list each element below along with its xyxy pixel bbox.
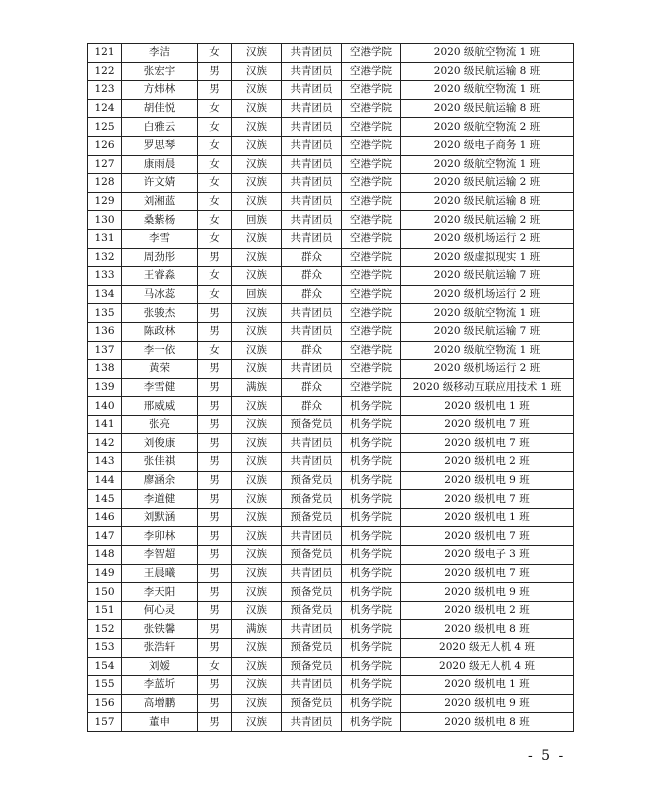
gender-cell: 男 xyxy=(198,508,232,527)
ethnicity-cell: 汉族 xyxy=(232,601,282,620)
ethnicity-cell: 汉族 xyxy=(232,546,282,565)
name-cell: 许文婧 xyxy=(122,174,198,193)
political-status-cell: 群众 xyxy=(282,341,342,360)
name-cell: 李洁 xyxy=(122,44,198,63)
ethnicity-cell: 汉族 xyxy=(232,713,282,732)
ethnicity-cell: 汉族 xyxy=(232,155,282,174)
class-cell: 2020 级无人机 4 班 xyxy=(401,639,574,658)
class-cell: 2020 级民航运输 2 班 xyxy=(401,174,574,193)
college-cell: 空港学院 xyxy=(342,174,401,193)
class-cell: 2020 级民航运输 7 班 xyxy=(401,322,574,341)
row-number-cell: 125 xyxy=(88,118,122,137)
ethnicity-cell: 汉族 xyxy=(232,564,282,583)
name-cell: 张佳祺 xyxy=(122,453,198,472)
name-cell: 白雅云 xyxy=(122,118,198,137)
class-cell: 2020 级机电 9 班 xyxy=(401,583,574,602)
political-status-cell: 共青团员 xyxy=(282,564,342,583)
class-cell: 2020 级民航运输 8 班 xyxy=(401,62,574,81)
gender-cell: 男 xyxy=(198,713,232,732)
gender-cell: 女 xyxy=(198,657,232,676)
table-row xyxy=(88,434,574,453)
political-status-cell: 群众 xyxy=(282,267,342,286)
table-row xyxy=(88,378,574,397)
table-row xyxy=(88,341,574,360)
row-number-cell: 128 xyxy=(88,174,122,193)
student-list-table xyxy=(87,43,574,732)
gender-cell: 男 xyxy=(198,639,232,658)
table-row xyxy=(88,620,574,639)
ethnicity-cell: 汉族 xyxy=(232,81,282,100)
name-cell: 李蓝圻 xyxy=(122,676,198,695)
gender-cell: 女 xyxy=(198,174,232,193)
name-cell: 张宏宇 xyxy=(122,62,198,81)
name-cell: 张浩轩 xyxy=(122,639,198,658)
class-cell: 2020 级机电 7 班 xyxy=(401,527,574,546)
political-status-cell: 共青团员 xyxy=(282,713,342,732)
college-cell: 机务学院 xyxy=(342,564,401,583)
ethnicity-cell: 汉族 xyxy=(232,304,282,323)
class-cell: 2020 级航空物流 1 班 xyxy=(401,81,574,100)
table-row xyxy=(88,267,574,286)
name-cell: 桑紫杨 xyxy=(122,211,198,230)
political-status-cell: 共青团员 xyxy=(282,155,342,174)
class-cell: 2020 级民航运输 7 班 xyxy=(401,267,574,286)
class-cell: 2020 级无人机 4 班 xyxy=(401,657,574,676)
class-cell: 2020 级航空物流 2 班 xyxy=(401,118,574,137)
college-cell: 机务学院 xyxy=(342,657,401,676)
gender-cell: 男 xyxy=(198,81,232,100)
ethnicity-cell: 汉族 xyxy=(232,527,282,546)
row-number-cell: 150 xyxy=(88,583,122,602)
ethnicity-cell: 汉族 xyxy=(232,136,282,155)
row-number-cell: 143 xyxy=(88,453,122,472)
row-number-cell: 149 xyxy=(88,564,122,583)
college-cell: 空港学院 xyxy=(342,341,401,360)
ethnicity-cell: 汉族 xyxy=(232,248,282,267)
college-cell: 机务学院 xyxy=(342,620,401,639)
political-status-cell: 共青团员 xyxy=(282,229,342,248)
table-row xyxy=(88,713,574,732)
political-status-cell: 共青团员 xyxy=(282,174,342,193)
class-cell: 2020 级机电 7 班 xyxy=(401,564,574,583)
gender-cell: 女 xyxy=(198,118,232,137)
class-cell: 2020 级机电 1 班 xyxy=(401,508,574,527)
table-row xyxy=(88,248,574,267)
table-row xyxy=(88,118,574,137)
gender-cell: 女 xyxy=(198,211,232,230)
name-cell: 何心灵 xyxy=(122,601,198,620)
college-cell: 机务学院 xyxy=(342,527,401,546)
row-number-cell: 147 xyxy=(88,527,122,546)
gender-cell: 女 xyxy=(198,136,232,155)
college-cell: 机务学院 xyxy=(342,453,401,472)
class-cell: 2020 级移动互联应用技术 1 班 xyxy=(401,378,574,397)
table-row xyxy=(88,694,574,713)
row-number-cell: 121 xyxy=(88,44,122,63)
gender-cell: 男 xyxy=(198,322,232,341)
political-status-cell: 预备党员 xyxy=(282,601,342,620)
table-row xyxy=(88,508,574,527)
row-number-cell: 133 xyxy=(88,267,122,286)
ethnicity-cell: 汉族 xyxy=(232,229,282,248)
political-status-cell: 共青团员 xyxy=(282,322,342,341)
political-status-cell: 预备党员 xyxy=(282,471,342,490)
gender-cell: 男 xyxy=(198,360,232,379)
gender-cell: 男 xyxy=(198,694,232,713)
ethnicity-cell: 回族 xyxy=(232,285,282,304)
political-status-cell: 共青团员 xyxy=(282,81,342,100)
class-cell: 2020 级机电 7 班 xyxy=(401,415,574,434)
gender-cell: 男 xyxy=(198,527,232,546)
class-cell: 2020 级民航运输 2 班 xyxy=(401,211,574,230)
row-number-cell: 136 xyxy=(88,322,122,341)
row-number-cell: 135 xyxy=(88,304,122,323)
political-status-cell: 预备党员 xyxy=(282,583,342,602)
ethnicity-cell: 满族 xyxy=(232,620,282,639)
political-status-cell: 共青团员 xyxy=(282,211,342,230)
name-cell: 陈政林 xyxy=(122,322,198,341)
table-row xyxy=(88,285,574,304)
row-number-cell: 129 xyxy=(88,192,122,211)
ethnicity-cell: 汉族 xyxy=(232,415,282,434)
political-status-cell: 共青团员 xyxy=(282,118,342,137)
political-status-cell: 预备党员 xyxy=(282,490,342,509)
table-row xyxy=(88,62,574,81)
political-status-cell: 群众 xyxy=(282,248,342,267)
table-row xyxy=(88,490,574,509)
gender-cell: 女 xyxy=(198,267,232,286)
political-status-cell: 预备党员 xyxy=(282,657,342,676)
class-cell: 2020 级航空物流 1 班 xyxy=(401,304,574,323)
name-cell: 张骏杰 xyxy=(122,304,198,323)
ethnicity-cell: 汉族 xyxy=(232,657,282,676)
table-row xyxy=(88,564,574,583)
name-cell: 王晨曦 xyxy=(122,564,198,583)
gender-cell: 女 xyxy=(198,44,232,63)
college-cell: 空港学院 xyxy=(342,378,401,397)
college-cell: 空港学院 xyxy=(342,44,401,63)
college-cell: 机务学院 xyxy=(342,397,401,416)
political-status-cell: 共青团员 xyxy=(282,676,342,695)
college-cell: 空港学院 xyxy=(342,322,401,341)
college-cell: 空港学院 xyxy=(342,360,401,379)
ethnicity-cell: 汉族 xyxy=(232,62,282,81)
college-cell: 空港学院 xyxy=(342,136,401,155)
gender-cell: 女 xyxy=(198,99,232,118)
class-cell: 2020 级机场运行 2 班 xyxy=(401,229,574,248)
row-number-cell: 154 xyxy=(88,657,122,676)
row-number-cell: 142 xyxy=(88,434,122,453)
college-cell: 空港学院 xyxy=(342,229,401,248)
table-row xyxy=(88,453,574,472)
name-cell: 李天阳 xyxy=(122,583,198,602)
name-cell: 刘俊康 xyxy=(122,434,198,453)
college-cell: 机务学院 xyxy=(342,508,401,527)
college-cell: 机务学院 xyxy=(342,471,401,490)
ethnicity-cell: 汉族 xyxy=(232,267,282,286)
ethnicity-cell: 汉族 xyxy=(232,434,282,453)
gender-cell: 女 xyxy=(198,341,232,360)
class-cell: 2020 级机电 1 班 xyxy=(401,676,574,695)
gender-cell: 男 xyxy=(198,453,232,472)
table-body xyxy=(88,44,574,732)
college-cell: 空港学院 xyxy=(342,99,401,118)
political-status-cell: 共青团员 xyxy=(282,434,342,453)
row-number-cell: 157 xyxy=(88,713,122,732)
name-cell: 王睿淼 xyxy=(122,267,198,286)
name-cell: 罗思琴 xyxy=(122,136,198,155)
row-number-cell: 139 xyxy=(88,378,122,397)
ethnicity-cell: 汉族 xyxy=(232,676,282,695)
table-row xyxy=(88,322,574,341)
political-status-cell: 共青团员 xyxy=(282,44,342,63)
row-number-cell: 132 xyxy=(88,248,122,267)
table-row xyxy=(88,657,574,676)
name-cell: 张亮 xyxy=(122,415,198,434)
political-status-cell: 预备党员 xyxy=(282,694,342,713)
class-cell: 2020 级虚拟现实 1 班 xyxy=(401,248,574,267)
gender-cell: 男 xyxy=(198,620,232,639)
row-number-cell: 122 xyxy=(88,62,122,81)
row-number-cell: 126 xyxy=(88,136,122,155)
gender-cell: 女 xyxy=(198,155,232,174)
gender-cell: 男 xyxy=(198,397,232,416)
gender-cell: 男 xyxy=(198,62,232,81)
row-number-cell: 156 xyxy=(88,694,122,713)
name-cell: 刘湘蓝 xyxy=(122,192,198,211)
name-cell: 李一依 xyxy=(122,341,198,360)
college-cell: 机务学院 xyxy=(342,583,401,602)
college-cell: 机务学院 xyxy=(342,490,401,509)
table-row xyxy=(88,229,574,248)
ethnicity-cell: 满族 xyxy=(232,378,282,397)
college-cell: 空港学院 xyxy=(342,304,401,323)
college-cell: 空港学院 xyxy=(342,211,401,230)
table-row xyxy=(88,155,574,174)
row-number-cell: 141 xyxy=(88,415,122,434)
gender-cell: 男 xyxy=(198,676,232,695)
gender-cell: 男 xyxy=(198,546,232,565)
class-cell: 2020 级机电 1 班 xyxy=(401,397,574,416)
table-row xyxy=(88,546,574,565)
political-status-cell: 共青团员 xyxy=(282,527,342,546)
gender-cell: 男 xyxy=(198,434,232,453)
political-status-cell: 预备党员 xyxy=(282,508,342,527)
table-row xyxy=(88,676,574,695)
row-number-cell: 148 xyxy=(88,546,122,565)
college-cell: 空港学院 xyxy=(342,155,401,174)
class-cell: 2020 级民航运输 8 班 xyxy=(401,192,574,211)
table-row xyxy=(88,583,574,602)
college-cell: 机务学院 xyxy=(342,694,401,713)
ethnicity-cell: 汉族 xyxy=(232,99,282,118)
table-row xyxy=(88,174,574,193)
gender-cell: 女 xyxy=(198,192,232,211)
table-row xyxy=(88,136,574,155)
political-status-cell: 共青团员 xyxy=(282,62,342,81)
gender-cell: 男 xyxy=(198,583,232,602)
ethnicity-cell: 汉族 xyxy=(232,174,282,193)
ethnicity-cell: 回族 xyxy=(232,211,282,230)
table-row xyxy=(88,192,574,211)
political-status-cell: 共青团员 xyxy=(282,304,342,323)
name-cell: 高增鹏 xyxy=(122,694,198,713)
name-cell: 李智超 xyxy=(122,546,198,565)
political-status-cell: 预备党员 xyxy=(282,415,342,434)
ethnicity-cell: 汉族 xyxy=(232,508,282,527)
table-row xyxy=(88,99,574,118)
college-cell: 空港学院 xyxy=(342,81,401,100)
row-number-cell: 127 xyxy=(88,155,122,174)
table-row xyxy=(88,471,574,490)
row-number-cell: 123 xyxy=(88,81,122,100)
ethnicity-cell: 汉族 xyxy=(232,471,282,490)
row-number-cell: 145 xyxy=(88,490,122,509)
class-cell: 2020 级机电 8 班 xyxy=(401,620,574,639)
class-cell: 2020 级机电 8 班 xyxy=(401,713,574,732)
class-cell: 2020 级机电 2 班 xyxy=(401,453,574,472)
gender-cell: 男 xyxy=(198,601,232,620)
class-cell: 2020 级电子 3 班 xyxy=(401,546,574,565)
political-status-cell: 共青团员 xyxy=(282,192,342,211)
college-cell: 机务学院 xyxy=(342,676,401,695)
gender-cell: 男 xyxy=(198,415,232,434)
ethnicity-cell: 汉族 xyxy=(232,341,282,360)
ethnicity-cell: 汉族 xyxy=(232,44,282,63)
gender-cell: 女 xyxy=(198,285,232,304)
college-cell: 空港学院 xyxy=(342,118,401,137)
row-number-cell: 130 xyxy=(88,211,122,230)
college-cell: 机务学院 xyxy=(342,415,401,434)
row-number-cell: 155 xyxy=(88,676,122,695)
college-cell: 空港学院 xyxy=(342,267,401,286)
class-cell: 2020 级航空物流 1 班 xyxy=(401,341,574,360)
page-number: - 5 - xyxy=(528,748,566,764)
table-row xyxy=(88,527,574,546)
table-row xyxy=(88,44,574,63)
name-cell: 李雪健 xyxy=(122,378,198,397)
name-cell: 张铁馨 xyxy=(122,620,198,639)
class-cell: 2020 级机场运行 2 班 xyxy=(401,360,574,379)
class-cell: 2020 级机电 7 班 xyxy=(401,490,574,509)
ethnicity-cell: 汉族 xyxy=(232,322,282,341)
ethnicity-cell: 汉族 xyxy=(232,192,282,211)
name-cell: 黄荣 xyxy=(122,360,198,379)
class-cell: 2020 级机电 9 班 xyxy=(401,694,574,713)
college-cell: 机务学院 xyxy=(342,434,401,453)
name-cell: 方炜林 xyxy=(122,81,198,100)
name-cell: 李雪 xyxy=(122,229,198,248)
ethnicity-cell: 汉族 xyxy=(232,397,282,416)
class-cell: 2020 级机电 2 班 xyxy=(401,601,574,620)
row-number-cell: 152 xyxy=(88,620,122,639)
name-cell: 康雨晨 xyxy=(122,155,198,174)
class-cell: 2020 级机场运行 2 班 xyxy=(401,285,574,304)
gender-cell: 男 xyxy=(198,378,232,397)
college-cell: 空港学院 xyxy=(342,192,401,211)
name-cell: 廖涵余 xyxy=(122,471,198,490)
ethnicity-cell: 汉族 xyxy=(232,453,282,472)
row-number-cell: 137 xyxy=(88,341,122,360)
college-cell: 空港学院 xyxy=(342,285,401,304)
class-cell: 2020 级机电 7 班 xyxy=(401,434,574,453)
name-cell: 刘嫒 xyxy=(122,657,198,676)
table-row xyxy=(88,211,574,230)
row-number-cell: 140 xyxy=(88,397,122,416)
name-cell: 刘默涵 xyxy=(122,508,198,527)
college-cell: 空港学院 xyxy=(342,248,401,267)
table-row xyxy=(88,81,574,100)
class-cell: 2020 级电子商务 1 班 xyxy=(401,136,574,155)
table-row xyxy=(88,601,574,620)
gender-cell: 男 xyxy=(198,490,232,509)
class-cell: 2020 级航空物流 1 班 xyxy=(401,44,574,63)
political-status-cell: 共青团员 xyxy=(282,620,342,639)
ethnicity-cell: 汉族 xyxy=(232,583,282,602)
political-status-cell: 共青团员 xyxy=(282,99,342,118)
ethnicity-cell: 汉族 xyxy=(232,490,282,509)
table-row xyxy=(88,304,574,323)
ethnicity-cell: 汉族 xyxy=(232,360,282,379)
row-number-cell: 131 xyxy=(88,229,122,248)
table-row xyxy=(88,360,574,379)
row-number-cell: 146 xyxy=(88,508,122,527)
college-cell: 机务学院 xyxy=(342,546,401,565)
row-number-cell: 124 xyxy=(88,99,122,118)
table-row xyxy=(88,397,574,416)
political-status-cell: 群众 xyxy=(282,285,342,304)
college-cell: 空港学院 xyxy=(342,62,401,81)
political-status-cell: 群众 xyxy=(282,378,342,397)
row-number-cell: 144 xyxy=(88,471,122,490)
row-number-cell: 153 xyxy=(88,639,122,658)
political-status-cell: 群众 xyxy=(282,397,342,416)
row-number-cell: 138 xyxy=(88,360,122,379)
political-status-cell: 共青团员 xyxy=(282,360,342,379)
political-status-cell: 共青团员 xyxy=(282,453,342,472)
name-cell: 董申 xyxy=(122,713,198,732)
gender-cell: 男 xyxy=(198,304,232,323)
name-cell: 李道健 xyxy=(122,490,198,509)
gender-cell: 女 xyxy=(198,229,232,248)
class-cell: 2020 级航空物流 1 班 xyxy=(401,155,574,174)
name-cell: 李卯林 xyxy=(122,527,198,546)
ethnicity-cell: 汉族 xyxy=(232,639,282,658)
name-cell: 马冰蕊 xyxy=(122,285,198,304)
row-number-cell: 151 xyxy=(88,601,122,620)
table-row xyxy=(88,415,574,434)
ethnicity-cell: 汉族 xyxy=(232,118,282,137)
gender-cell: 男 xyxy=(198,248,232,267)
name-cell: 周劲彤 xyxy=(122,248,198,267)
ethnicity-cell: 汉族 xyxy=(232,694,282,713)
college-cell: 机务学院 xyxy=(342,601,401,620)
class-cell: 2020 级机电 9 班 xyxy=(401,471,574,490)
political-status-cell: 预备党员 xyxy=(282,639,342,658)
table-row xyxy=(88,639,574,658)
name-cell: 邢威威 xyxy=(122,397,198,416)
gender-cell: 男 xyxy=(198,564,232,583)
political-status-cell: 预备党员 xyxy=(282,546,342,565)
gender-cell: 男 xyxy=(198,471,232,490)
political-status-cell: 共青团员 xyxy=(282,136,342,155)
college-cell: 机务学院 xyxy=(342,713,401,732)
row-number-cell: 134 xyxy=(88,285,122,304)
college-cell: 机务学院 xyxy=(342,639,401,658)
name-cell: 胡佳悦 xyxy=(122,99,198,118)
class-cell: 2020 级民航运输 8 班 xyxy=(401,99,574,118)
